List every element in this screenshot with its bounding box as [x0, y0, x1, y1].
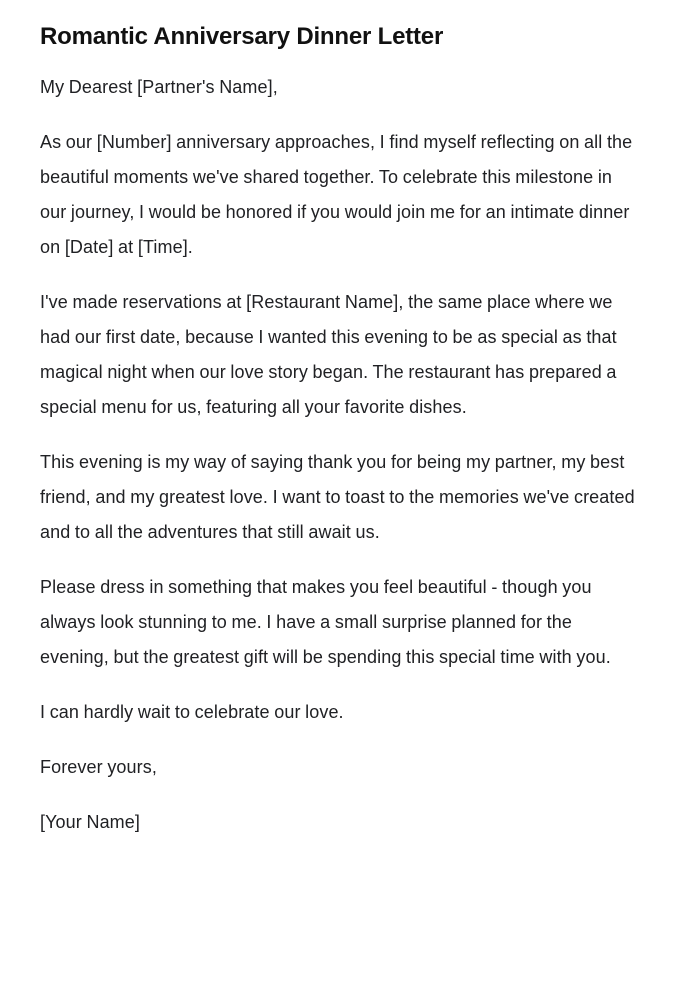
letter-paragraph: Please dress in something that makes you feel beautiful - though you always look stunning to me. I have a small surprise planned for the evening, but the greatest gift will be spending this special time with you.: [40, 577, 611, 667]
letter-paragraph: This evening is my way of saying thank you for being my partner, my best friend, and my greatest love. I want to toast to the memories we've created and to all the adventures that still await us.: [40, 452, 635, 542]
letter-paragraph: I've made reservations at [Restaurant Name], the same place where we had our first date, because I wanted this evening to be as special as that magical night when our love story began. The restaurant has prepared a special menu for us, featuring all your favorite dishes.: [40, 292, 617, 417]
signature-line: [Your Name]: [40, 812, 140, 832]
greeting-line: My Dearest [Partner's Name],: [40, 77, 278, 97]
letter-paragraph: I can hardly wait to celebrate our love.: [40, 702, 344, 722]
closing-line: Forever yours,: [40, 757, 157, 777]
letter-paragraph: As our [Number] anniversary approaches, I find myself reflecting on all the beautiful moments we've shared together. To celebrate this milestone in our journey, I would be honored if you would join me for an intimate dinner on [Date] at [Time].: [40, 132, 633, 257]
page-title: Romantic Anniversary Dinner Letter: [40, 23, 444, 50]
